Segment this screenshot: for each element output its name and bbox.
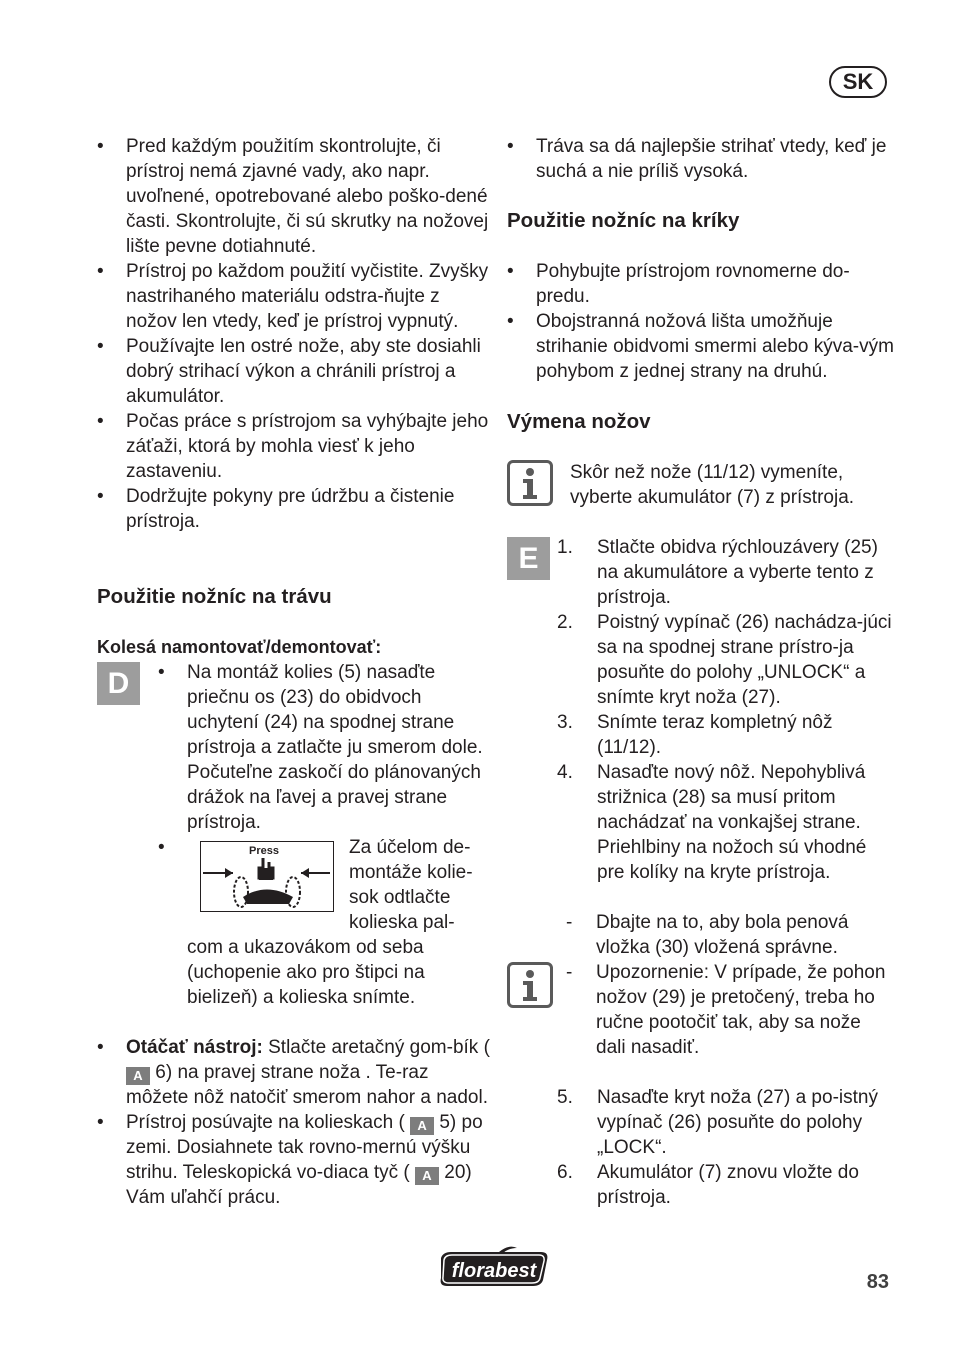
list-item: • Obojstranná nožová lišta umožňuje strihanie obidvomi smermi alebo kýva-vým pohybom z jednej strany na druhú. xyxy=(507,311,894,382)
wheel-remove-text-a: Za účelom de-montáže kolie-sok odtlačte kolieska pal- xyxy=(349,837,473,933)
right-column xyxy=(507,134,902,184)
florabest-logo xyxy=(437,1244,551,1288)
steps-list-2 xyxy=(557,1085,892,1210)
left-column-bottom xyxy=(97,1035,492,1210)
info-glyph-icon xyxy=(510,463,550,503)
press-wheel-icon xyxy=(201,842,332,910)
list-item: 2. Poistný vypínač (26) nachádza-júci sa na spodnej strane prístro-ja posuňte do polohy „UNLOCK“ a snímte kryt noža (27). xyxy=(557,612,892,708)
list-item: 3. Snímte teraz kompletný nôž (11/12). xyxy=(557,712,833,758)
figure-a-badge: A xyxy=(415,1167,439,1185)
step-e-icon: E xyxy=(507,537,550,580)
steps-list xyxy=(557,535,892,885)
subheading-wheels: Kolesá namontovať/demontovať: xyxy=(97,637,382,657)
info-note-battery: Skôr než nože (11/12) vymeníte, vyberte akumulátor (7) z prístroja. xyxy=(570,462,855,508)
wheel-mount-item xyxy=(158,660,488,835)
heading-grass-shears: Použitie nožníc na trávu xyxy=(97,585,332,608)
press-label: Press xyxy=(249,845,279,857)
list-item: • Používajte len ostré nože, aby ste dosiahli dobrý strihací výkon a chránili prístroj a akumulátor. xyxy=(97,336,481,407)
info-glyph-icon xyxy=(510,965,550,1005)
florabest-logo-icon xyxy=(437,1244,551,1288)
list-item: • Pred každým použitím skontrolujte, či prístroj nemá zjavné vady, ako napr. uvoľnené, opotrebované alebo poško-dené časti. Skontrolujte, či sú skrutky na nožovej lište pevne dotiahnuté. xyxy=(97,136,489,257)
list-item: 4. Nasaďte nový nôž. Nepohyblivá strižnica (28) sa musí pritom nachádzať na vonkajšej strane. Priehlbiny na nožoch sú vhodné pre kolíky na kryte prístroja. xyxy=(557,762,867,883)
notes-list xyxy=(566,910,892,1060)
list-item: 5. Nasaďte kryt noža (27) a po-istný vypínač (26) posuňte do polohy „LOCK“. xyxy=(557,1087,878,1158)
hedge-list xyxy=(507,259,902,384)
press-wheel-figure xyxy=(200,841,334,912)
wheel-remove-text-b: com a ukazovákom od seba (uchopenie ako pro štipci na bielizeň) a kolieska snímte. xyxy=(187,937,425,1008)
page-number: 83 xyxy=(866,1271,889,1293)
figure-a-badge: A xyxy=(410,1117,434,1135)
list-item: • Na montáž kolies (5) nasaďte priečnu os (23) do obidvoch uchytení (24) na spodnej strane prístroja a zatlačte ju smerom dole. Počuteľne zaskočí do plánovaných drážok na ľavej a pravej strane prístroja. xyxy=(158,662,483,833)
step-d-icon: D xyxy=(97,662,140,705)
list-item: • Tráva sa dá najlepšie strihať vtedy, keď je suchá a nie príliš vysoká. xyxy=(507,136,887,182)
list-item: • Počas práce s prístrojom sa vyhýbajte jeho záťaži, ktorá by mohla viesť k jeho zastaveniu. xyxy=(97,411,489,482)
heading-blade-replacement: Výmena nožov xyxy=(507,410,651,433)
heading-hedge-shears: Použitie nožníc na kríky xyxy=(507,209,740,232)
bullet: • xyxy=(158,837,165,858)
list-item: • Pohybujte prístrojom rovnomerne do-predu. xyxy=(507,261,850,307)
brand-name: florabest xyxy=(451,1260,537,1282)
list-item: - Dbajte na to, aby bola penová vložka (30) vložená správne. xyxy=(566,912,849,958)
list-item: • Prístroj posúvajte na kolieskach ( A 5) po zemi. Dosiahnete tak rovno-mernú výšku strihu. Teleskopická vo-diaca tyč ( A 20) Vám uľahčí prácu. xyxy=(97,1112,483,1208)
list-item: - Upozornenie: V prípade, že pohon nožov (29) je pretočený, treba ho ručne pootočiť tak, aby sa nože dali nasadiť. xyxy=(566,962,886,1058)
info-icon xyxy=(507,962,553,1008)
language-badge: SK xyxy=(829,66,887,98)
list-item: • Otáčať nástroj: Stlačte aretačný gom-bík ( A 6) na pravej strane noža . Te-raz môžete nôž natočiť smerom nahor a nadol. xyxy=(97,1037,490,1108)
list-item: • Dodržujte pokyny pre údržbu a čistenie prístroja. xyxy=(97,486,455,532)
list-item: • Prístroj po každom použití vyčistite. Zvyšky nastrihaného materiálu odstra-ňujte z nožov len vtedy, keď je prístroj vypnutý. xyxy=(97,261,489,332)
left-column xyxy=(97,134,492,534)
figure-a-badge: A xyxy=(126,1067,150,1085)
info-icon xyxy=(507,460,553,506)
list-item: 6. Akumulátor (7) znovu vložte do prístroja. xyxy=(557,1162,859,1208)
list-item: 1. Stlačte obidva rýchlouzávery (25) na akumulátore a vyberte tento z prístroja. xyxy=(557,537,878,608)
